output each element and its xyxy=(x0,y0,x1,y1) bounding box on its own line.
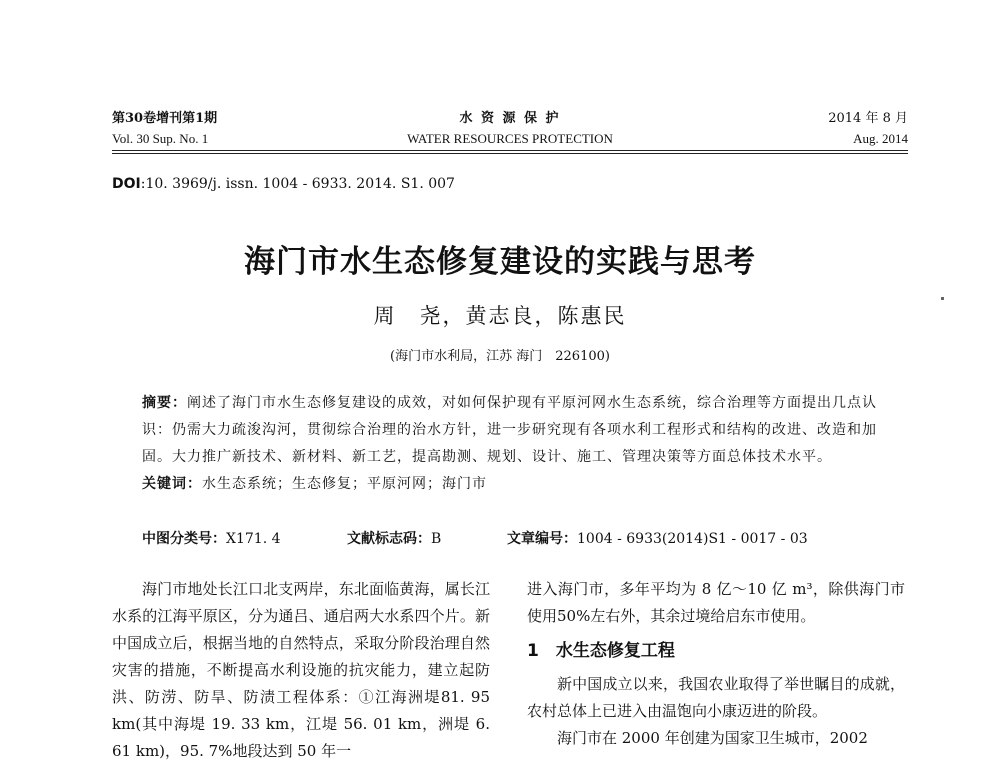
document-code: 文献标志码：B xyxy=(347,531,442,547)
body-left-column xyxy=(112,576,490,771)
doi-value: :10. 3969/j. issn. 1004 - 6933. 2014. S1. 007 xyxy=(140,176,455,192)
body-paragraph: 海门市地处长江口北支两岸，东北面临黄海，属长江水系的江海平原区，分为通吕、通启两大水系四个片。新中国成立后，根据当地的自然特点，采取分阶段治理自然灾害的措施，不断提高水利设施的抗灾能力，建立起防洪、防涝、防旱、防渍工程体系：①江海洲堤81. 95 km(其中海堤 19. 33 km，江堤 56. 01 km，洲堤 6. 61 km)，95. 7%地段达到 50 年一 xyxy=(112,580,490,760)
section-heading: 1 水生态修复工程 xyxy=(527,641,675,661)
article-number: 文章编号：1004 - 6933(2014)S1 - 0017 - 03 xyxy=(507,531,808,547)
header-rule-2 xyxy=(112,153,908,154)
body-right-column xyxy=(527,576,905,771)
doi-label: DOI xyxy=(112,176,141,192)
abstract-label: 摘要： xyxy=(142,395,187,411)
clc-number: 中图分类号：X171. 4 xyxy=(142,531,281,547)
journal-volume-cn: 第30卷增刊第1期 xyxy=(112,111,218,126)
authors: 周 尧，黄志良，陈惠民 xyxy=(373,304,627,328)
keywords-label: 关键词： xyxy=(142,476,202,492)
classification-row xyxy=(142,528,882,548)
keywords-text: 水生态系统；生态修复；平原河网；海门市 xyxy=(202,476,487,492)
doi-line xyxy=(112,176,455,192)
body-paragraph-continued: 进入海门市，多年平均为 8 亿～10 亿 m³，除供海门市使用50%左右外，其余过境给启东市使用。 xyxy=(527,580,905,625)
issue-date-cn: 2014 年 8 月 xyxy=(828,111,908,126)
journal-name-cn: 水 资 源 保 护 xyxy=(459,111,561,126)
journal-name-en: WATER RESOURCES PROTECTION xyxy=(407,131,613,146)
abstract-text: 阐述了海门市水生态修复建设的成效，对如何保护现有平原河网水生态系统，综合治理等方面提出几点认识：仍需大力疏浚沟河，贯彻综合治理的治水方针，进一步研究现有各项水利工程形式和结构的改进、改造和加固。大力推广新技术、新材料、新工艺，提高勘测、规划、设计、施工、管理决策等方面总体技术水平。 xyxy=(142,395,877,465)
issue-date-en: Aug. 2014 xyxy=(853,131,908,146)
abstract xyxy=(142,390,877,498)
header-rule xyxy=(112,150,908,151)
affiliation: (海门市水利局，江苏 海门 226100) xyxy=(390,349,610,364)
body-paragraph: 海门市在 2000 年创建为国家卫生城市，2002 xyxy=(557,729,868,747)
journal-volume-en: Vol. 30 Sup. No. 1 xyxy=(112,131,209,146)
scan-speck xyxy=(941,297,944,300)
body-paragraph: 新中国成立以来，我国农业取得了举世瞩目的成就，农村总体上已进入由温饱向小康迈进的阶段。 xyxy=(527,675,905,720)
paper-title: 海门市水生态修复建设的实践与思考 xyxy=(244,244,756,280)
